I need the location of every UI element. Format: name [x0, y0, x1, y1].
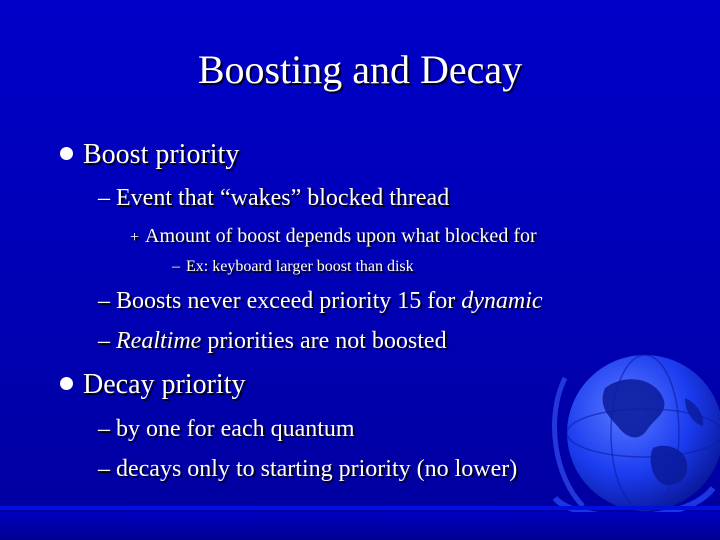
- bullet-icon: [60, 377, 73, 390]
- slide-title: Boosting and Decay: [197, 47, 523, 92]
- level4-bullet-item: – Ex: keyboard larger boost than disk: [172, 258, 414, 275]
- bullet-item: Boost priority: [60, 138, 239, 172]
- sub-bullet-item: – Boosts never exceed priority 15 for dynamic: [98, 288, 543, 314]
- sub-bullet-item: – Realtime priorities are not boosted: [98, 328, 447, 354]
- bullet-icon: [60, 147, 73, 160]
- footer-band: [0, 512, 720, 540]
- globe-icon: [535, 338, 720, 523]
- sub-sub-bullet-item: + Amount of boost depends upon what blocked for: [130, 225, 537, 247]
- sub-bullet-item: – Event that “wakes” blocked thread: [98, 185, 450, 211]
- sub-bullet-item: – by one for each quantum: [98, 416, 355, 442]
- footer-divider: [0, 506, 720, 510]
- sub-bullet-item: – decays only to starting priority (no lower): [98, 456, 518, 482]
- bullet-item: Decay priority: [60, 368, 246, 402]
